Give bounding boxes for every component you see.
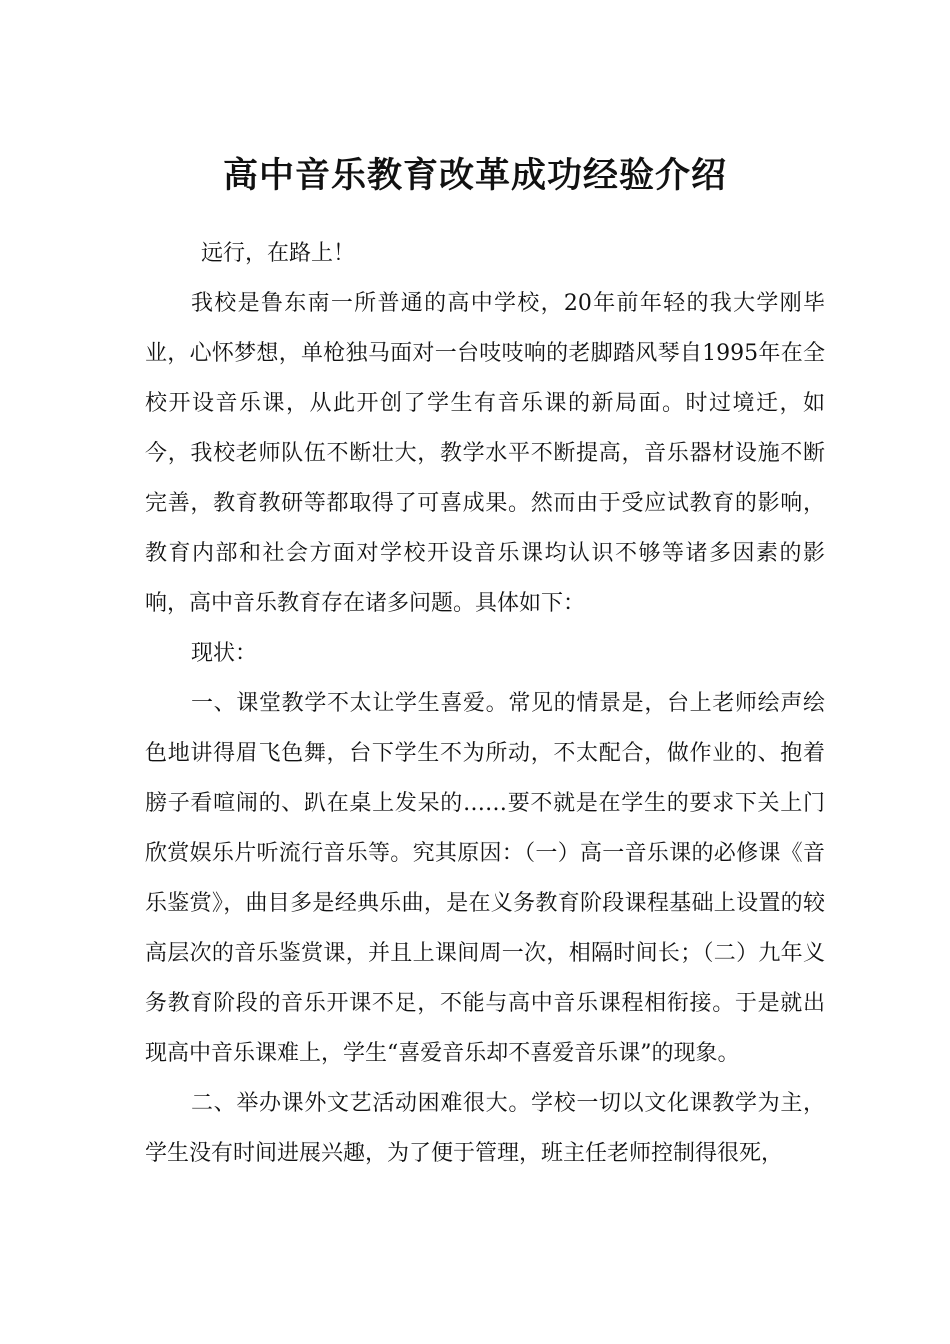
paragraph-status-heading: 现状： <box>191 641 258 666</box>
document-body <box>145 229 825 1179</box>
paragraph-issue-two: 二、举办课外文艺活动困难很大。学校一切以文化课教学为主，学生没有时间进展兴趣，为了便于管理，班主任老师控制得很死， <box>145 1091 825 1166</box>
document-title: 高中音乐教育改革成功经验介绍 <box>222 156 727 197</box>
paragraph-opening-line: 远行，在路上！ <box>201 241 356 266</box>
paragraph-issue-one: 一、课堂教学不太让学生喜爱。常见的情景是，台上老师绘声绘色地讲得眉飞色舞，台下学生不为所动，不太配合，做作业的、抱着膀子看喧闹的、趴在桌上发呆的……要不就是在学生的要求下关上门欣赏娱乐片听流行音乐等。究其原因：（一）高一音乐课的必修课《音乐鉴赏》，曲目多是经典乐曲，是在义务教育阶段课程基础上设置的较高层次的音乐鉴赏课，并且上课间周一次，相隔时间长；（二）九年义务教育阶段的音乐开课不足，不能与高中音乐课程相衔接。于是就出现高中音乐课难上，学生“喜爱音乐却不喜爱音乐课”的现象。 <box>145 691 825 1066</box>
paragraph-school-background: 我校是鲁东南一所普通的高中学校，20年前年轻的我大学刚毕业，心怀梦想，单枪独马面对一台吱吱响的老脚踏风琴自1995年在全校开设音乐课，从此开创了学生有音乐课的新局面。时过境迁，如今，我校老师队伍不断壮大，教学水平不断提高，音乐器材设施不断完善，教育教研等都取得了可喜成果。然而由于受应试教育的影响，教育内部和社会方面对学校开设音乐课均认识不够等诸多因素的影响，高中音乐教育存在诸多问题。具体如下： <box>145 291 825 616</box>
